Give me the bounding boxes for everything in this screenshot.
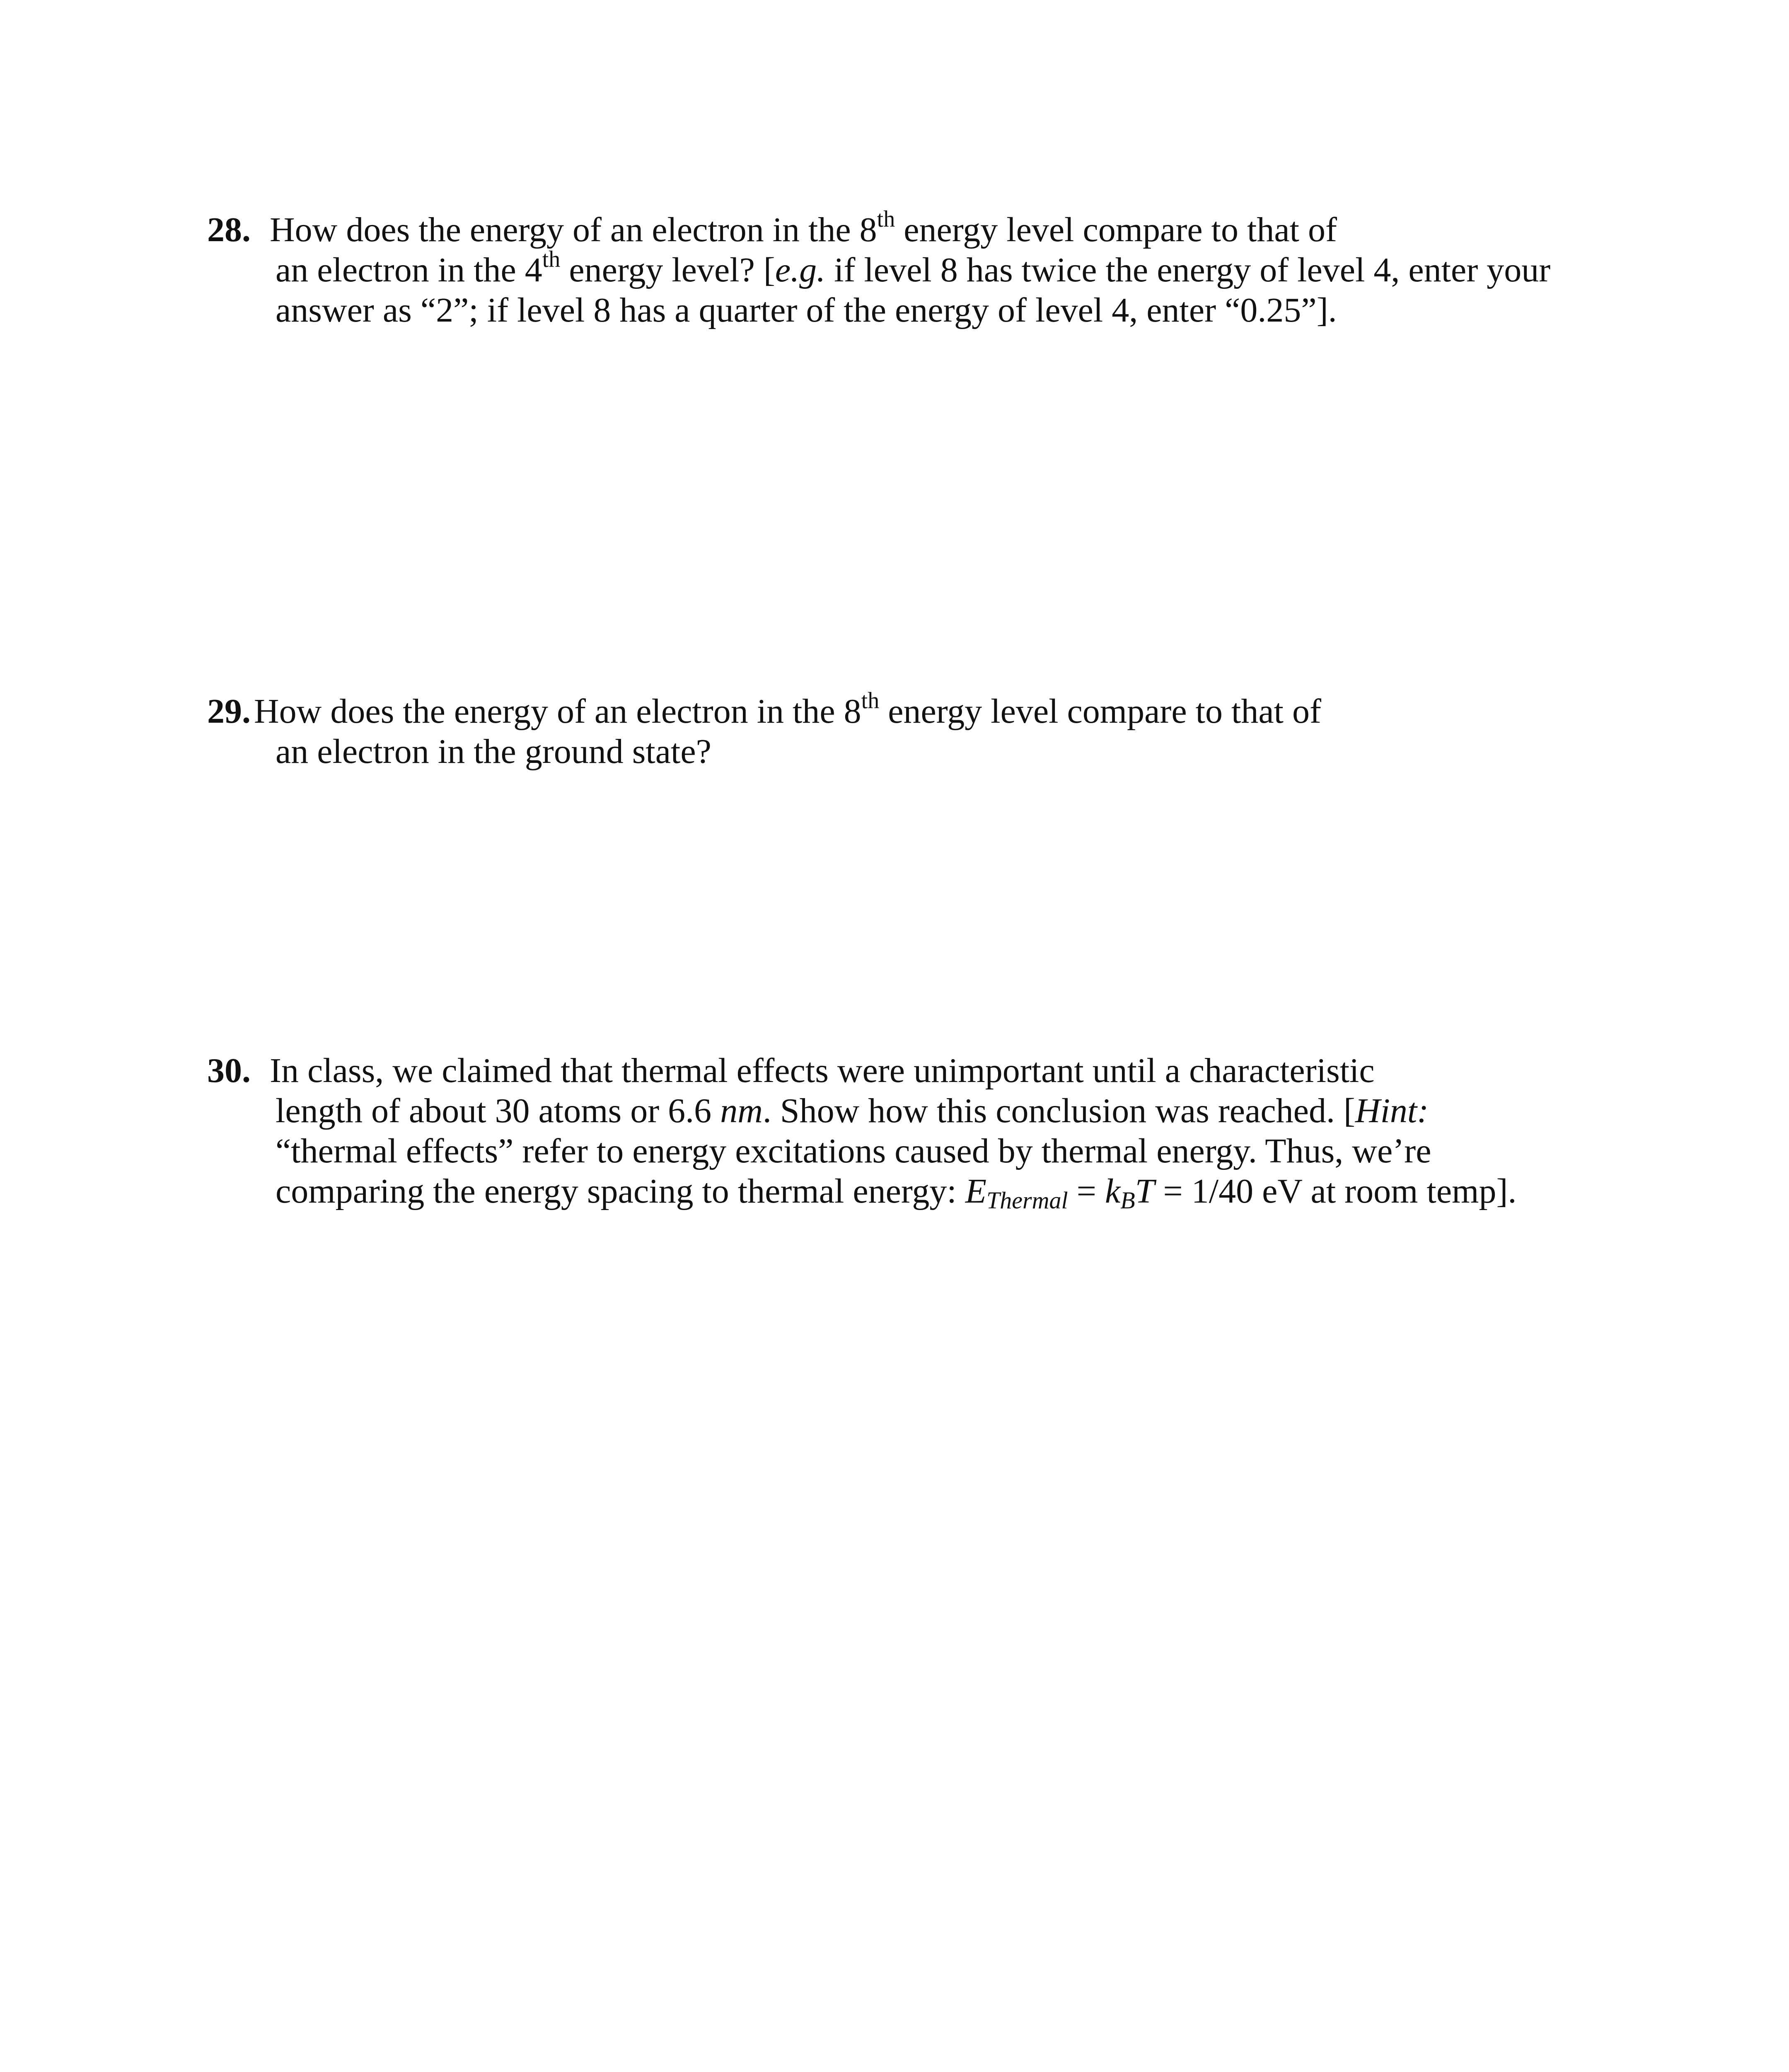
question-29 [207,688,1608,772]
question-text: length of about 30 atoms or 6.6 [276,1092,720,1130]
equation-symbol-k: k [1105,1172,1121,1210]
question-text: How does the energy of an electron in the 8 [270,211,877,249]
question-28-line-1 [207,206,1608,250]
question-text: How does the energy of an electron in the 8 [254,692,861,731]
question-30 [207,1051,1608,1214]
question-text: energy level compare to that of [895,211,1337,249]
question-text: . Show how this conclusion was reached. [ [762,1092,1355,1130]
question-28-line-3: answer as “2”; if level 8 has a quarter of the energy of level 4, enter “0.25”]. [276,291,1337,329]
equation-subscript-text: B [1120,1187,1135,1214]
question-text: if level 8 has twice the energy of level 4, enter your [825,251,1551,289]
question-28-line-2 [207,247,1608,290]
equation-symbol-T: T [1135,1172,1155,1210]
italic-unit: nm [720,1092,763,1130]
question-text: an electron in the 4 [276,251,542,289]
question-text: In class, we claimed that thermal effects were unimportant until a characteristic [270,1051,1375,1090]
question-text: comparing the energy spacing to thermal energy: [276,1172,965,1210]
question-29-line-1 [207,688,1608,731]
question-text: energy level compare to that of [879,692,1321,731]
question-30-line-4 [207,1171,1608,1214]
question-30-line-3: “thermal effects” refer to energy excitations caused by thermal energy. Thus, we’re [276,1132,1431,1170]
question-30-line-2 [207,1091,1608,1131]
question-text: = 1/40 eV at room temp]. [1154,1172,1517,1210]
question-number: 30. [207,1051,251,1090]
ordinal-suffix: th [542,247,561,272]
question-text: energy level? [ [560,251,775,289]
equation-subscript [986,1187,1068,1214]
italic-abbreviation: e.g. [775,251,826,289]
equation-equals: = [1068,1172,1105,1210]
ordinal-suffix: th [877,206,895,232]
hint-label: Hint: [1355,1092,1429,1130]
equation-symbol-E: E [965,1172,987,1210]
question-number: 29. [207,692,251,731]
question-30-line-1 [207,1051,1608,1091]
equation-subscript-text: Thermal [986,1187,1068,1214]
equation-subscript [1120,1187,1135,1214]
question-28 [207,206,1608,330]
question-29-line-2: an electron in the ground state? [276,732,711,771]
ordinal-suffix: th [861,688,880,714]
question-number: 28. [207,211,251,249]
